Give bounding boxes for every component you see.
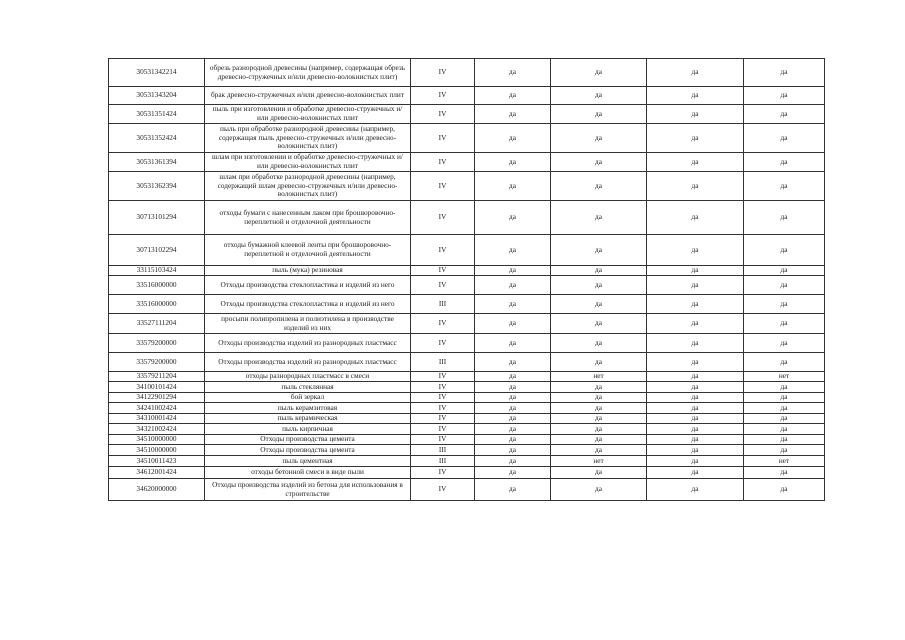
waste-code-cell: 34510000000 (109, 435, 205, 445)
waste-code-cell: 30531343204 (109, 87, 205, 105)
column-2-value-cell: да (551, 295, 647, 314)
column-1-value-cell: да (475, 334, 551, 353)
column-3-value-cell: да (647, 235, 744, 266)
waste-code-cell: 30531352424 (109, 124, 205, 153)
column-3-value-cell: да (647, 353, 744, 372)
column-3-value-cell: да (647, 172, 744, 201)
waste-code-cell: 33516000000 (109, 295, 205, 314)
hazard-class-cell: IV (411, 382, 475, 393)
column-3-value-cell: да (647, 414, 744, 424)
column-2-value-cell: да (551, 393, 647, 403)
table-row (109, 235, 825, 266)
hazard-class-cell: IV (411, 105, 475, 124)
column-2-value-cell: нет (551, 456, 647, 467)
table-row (109, 334, 825, 353)
column-4-value-cell: да (744, 382, 825, 393)
column-4-value-cell: да (744, 393, 825, 403)
table-row (109, 153, 825, 172)
waste-code-cell: 30531362394 (109, 172, 205, 201)
hazard-class-cell: IV (411, 266, 475, 276)
table-row (109, 424, 825, 435)
waste-name-cell: пыль стеклянная (205, 382, 411, 393)
table-row (109, 59, 825, 87)
column-4-value-cell: да (744, 414, 825, 424)
column-2-value-cell: да (551, 353, 647, 372)
column-3-value-cell: да (647, 295, 744, 314)
column-3-value-cell: да (647, 314, 744, 334)
waste-name-cell: отходы бумаги с нанесенным лаком при брошюровочно-переплетной и отделочной деятельности (205, 201, 411, 235)
column-3-value-cell: да (647, 424, 744, 435)
column-4-value-cell: да (744, 172, 825, 201)
waste-code-cell: 30531351424 (109, 105, 205, 124)
table-row (109, 456, 825, 467)
waste-name-cell: шлам при изготовлении и обработке древесно-стружечных и/или древесно-волокнистых плит (205, 153, 411, 172)
column-1-value-cell: да (475, 403, 551, 414)
waste-name-cell: Отходы производства изделий из бетона для использования в строительстве (205, 479, 411, 501)
waste-name-cell: Отходы производства цемента (205, 435, 411, 445)
column-1-value-cell: да (475, 295, 551, 314)
table-row (109, 372, 825, 382)
waste-name-cell: пыль керамзитовая (205, 403, 411, 414)
waste-code-cell: 34620000000 (109, 479, 205, 501)
column-4-value-cell: да (744, 59, 825, 87)
table-row (109, 467, 825, 479)
table-row (109, 295, 825, 314)
column-4-value-cell: нет (744, 456, 825, 467)
table-row (109, 87, 825, 105)
hazard-class-cell: IV (411, 59, 475, 87)
waste-name-cell: пыль цементная (205, 456, 411, 467)
waste-name-cell: отходы бумажной клеевой ленты при брошюровочно-переплетной и отделочной деятельности (205, 235, 411, 266)
column-2-value-cell: да (551, 172, 647, 201)
waste-code-cell: 33579200000 (109, 353, 205, 372)
column-1-value-cell: да (475, 353, 551, 372)
column-2-value-cell: нет (551, 372, 647, 382)
hazard-class-cell: III (411, 456, 475, 467)
table-row (109, 403, 825, 414)
column-3-value-cell: да (647, 334, 744, 353)
column-2-value-cell: да (551, 414, 647, 424)
column-4-value-cell: да (744, 445, 825, 456)
column-1-value-cell: да (475, 276, 551, 295)
column-3-value-cell: да (647, 372, 744, 382)
column-3-value-cell: да (647, 153, 744, 172)
column-4-value-cell: да (744, 314, 825, 334)
waste-name-cell: пыль (мука) резиновая (205, 266, 411, 276)
table-row (109, 353, 825, 372)
waste-code-cell: 33115103424 (109, 266, 205, 276)
column-2-value-cell: да (551, 201, 647, 235)
column-4-value-cell: да (744, 276, 825, 295)
hazard-class-cell: IV (411, 153, 475, 172)
column-2-value-cell: да (551, 266, 647, 276)
column-1-value-cell: да (475, 467, 551, 479)
hazard-class-cell: IV (411, 435, 475, 445)
waste-code-cell: 30531342214 (109, 59, 205, 87)
column-4-value-cell: да (744, 266, 825, 276)
column-2-value-cell: да (551, 314, 647, 334)
column-3-value-cell: да (647, 393, 744, 403)
table-row (109, 414, 825, 424)
column-3-value-cell: да (647, 59, 744, 87)
waste-code-cell: 34241002424 (109, 403, 205, 414)
waste-code-cell: 34122901294 (109, 393, 205, 403)
column-1-value-cell: да (475, 105, 551, 124)
column-4-value-cell: да (744, 153, 825, 172)
column-2-value-cell: да (551, 382, 647, 393)
table-row (109, 105, 825, 124)
table-row (109, 276, 825, 295)
waste-code-cell: 34510011423 (109, 456, 205, 467)
hazard-class-cell: IV (411, 201, 475, 235)
column-2-value-cell: да (551, 424, 647, 435)
column-4-value-cell: нет (744, 372, 825, 382)
column-1-value-cell: да (475, 266, 551, 276)
column-1-value-cell: да (475, 456, 551, 467)
waste-code-cell: 33527111204 (109, 314, 205, 334)
column-4-value-cell: да (744, 479, 825, 501)
column-2-value-cell: да (551, 87, 647, 105)
table-row (109, 266, 825, 276)
column-3-value-cell: да (647, 382, 744, 393)
waste-code-cell: 30713101294 (109, 201, 205, 235)
column-3-value-cell: да (647, 124, 744, 153)
column-1-value-cell: да (475, 382, 551, 393)
hazard-class-cell: IV (411, 479, 475, 501)
hazard-class-cell: IV (411, 124, 475, 153)
table-row (109, 124, 825, 153)
column-1-value-cell: да (475, 87, 551, 105)
column-3-value-cell: да (647, 456, 744, 467)
hazard-class-cell: IV (411, 467, 475, 479)
waste-name-cell: брак древесно-стружечных и/или древесно-волокнистых плит (205, 87, 411, 105)
waste-code-cell: 34100101424 (109, 382, 205, 393)
hazard-class-cell: IV (411, 414, 475, 424)
waste-name-cell: Отходы производства стеклопластика и изделий из него (205, 295, 411, 314)
column-1-value-cell: да (475, 153, 551, 172)
waste-code-cell: 30713102294 (109, 235, 205, 266)
waste-name-cell: обрезь разнородной древесины (например, содержащая обрезь древесно-стружечных и/или древесно-волокнистых плит) (205, 59, 411, 87)
column-1-value-cell: да (475, 479, 551, 501)
column-3-value-cell: да (647, 266, 744, 276)
column-2-value-cell: да (551, 124, 647, 153)
column-1-value-cell: да (475, 172, 551, 201)
table-row (109, 382, 825, 393)
hazard-class-cell: IV (411, 235, 475, 266)
waste-name-cell: бой зеркал (205, 393, 411, 403)
column-4-value-cell: да (744, 201, 825, 235)
column-4-value-cell: да (744, 353, 825, 372)
waste-name-cell: отходы бетонной смеси в виде пыли (205, 467, 411, 479)
waste-name-cell: Отходы производства изделий из разнородных пластмасс (205, 334, 411, 353)
column-3-value-cell: да (647, 445, 744, 456)
column-3-value-cell: да (647, 201, 744, 235)
column-1-value-cell: да (475, 414, 551, 424)
column-1-value-cell: да (475, 124, 551, 153)
column-1-value-cell: да (475, 314, 551, 334)
hazard-class-cell: IV (411, 87, 475, 105)
column-1-value-cell: да (475, 235, 551, 266)
waste-name-cell: пыль при изготовлении и обработке древесно-стружечных и/или древесно-волокнистых плит (205, 105, 411, 124)
waste-code-cell: 34510000000 (109, 445, 205, 456)
column-2-value-cell: да (551, 435, 647, 445)
hazard-class-cell: III (411, 445, 475, 456)
column-1-value-cell: да (475, 393, 551, 403)
table-row (109, 435, 825, 445)
column-4-value-cell: да (744, 87, 825, 105)
column-4-value-cell: да (744, 124, 825, 153)
waste-name-cell: пыль керамическая (205, 414, 411, 424)
column-1-value-cell: да (475, 445, 551, 456)
hazard-class-cell: IV (411, 276, 475, 295)
column-4-value-cell: да (744, 105, 825, 124)
column-3-value-cell: да (647, 276, 744, 295)
hazard-class-cell: IV (411, 314, 475, 334)
column-4-value-cell: да (744, 435, 825, 445)
column-2-value-cell: да (551, 105, 647, 124)
column-3-value-cell: да (647, 105, 744, 124)
table-row (109, 172, 825, 201)
hazard-class-cell: IV (411, 393, 475, 403)
column-2-value-cell: да (551, 153, 647, 172)
waste-code-cell: 34310001424 (109, 414, 205, 424)
waste-code-cell: 30531361394 (109, 153, 205, 172)
column-3-value-cell: да (647, 467, 744, 479)
table-row (109, 314, 825, 334)
column-4-value-cell: да (744, 403, 825, 414)
column-2-value-cell: да (551, 445, 647, 456)
column-3-value-cell: да (647, 403, 744, 414)
column-4-value-cell: да (744, 424, 825, 435)
hazard-class-cell: III (411, 295, 475, 314)
waste-code-cell: 33579200000 (109, 334, 205, 353)
column-1-value-cell: да (475, 435, 551, 445)
column-1-value-cell: да (475, 201, 551, 235)
column-2-value-cell: да (551, 467, 647, 479)
waste-name-cell: пыль при обработке разнородной древесины (например, содержащая пыль древесно-стружечных и/или древесно-волокнистых плит) (205, 124, 411, 153)
table-row (109, 201, 825, 235)
column-4-value-cell: да (744, 295, 825, 314)
waste-code-cell: 33579211204 (109, 372, 205, 382)
column-2-value-cell: да (551, 334, 647, 353)
hazard-class-cell: IV (411, 424, 475, 435)
column-4-value-cell: да (744, 235, 825, 266)
column-2-value-cell: да (551, 479, 647, 501)
waste-code-cell: 33516000000 (109, 276, 205, 295)
column-3-value-cell: да (647, 87, 744, 105)
column-3-value-cell: да (647, 479, 744, 501)
hazard-class-cell: IV (411, 334, 475, 353)
column-2-value-cell: да (551, 403, 647, 414)
waste-name-cell: отходы разнородных пластмасс в смеси (205, 372, 411, 382)
waste-name-cell: Отходы производства изделий из разнородных пластмасс (205, 353, 411, 372)
column-2-value-cell: да (551, 276, 647, 295)
hazard-class-cell: IV (411, 372, 475, 382)
column-2-value-cell: да (551, 59, 647, 87)
waste-name-cell: Отходы производства стеклопластика и изделий из него (205, 276, 411, 295)
column-2-value-cell: да (551, 235, 647, 266)
column-1-value-cell: да (475, 372, 551, 382)
waste-name-cell: шлам при обработке разнородной древесины (например, содержащий шлам древесно-стружечных и/или древесно-волокнистых плит) (205, 172, 411, 201)
waste-classification-table (108, 58, 825, 501)
waste-code-cell: 34612001424 (109, 467, 205, 479)
column-1-value-cell: да (475, 424, 551, 435)
hazard-class-cell: IV (411, 403, 475, 414)
table-row (109, 445, 825, 456)
column-4-value-cell: да (744, 334, 825, 353)
column-3-value-cell: да (647, 435, 744, 445)
column-4-value-cell: да (744, 467, 825, 479)
hazard-class-cell: IV (411, 172, 475, 201)
column-1-value-cell: да (475, 59, 551, 87)
table-row (109, 479, 825, 501)
waste-name-cell: Отходы производства цемента (205, 445, 411, 456)
waste-code-cell: 34321002424 (109, 424, 205, 435)
waste-name-cell: пыль кирпичная (205, 424, 411, 435)
table-row (109, 393, 825, 403)
hazard-class-cell: III (411, 353, 475, 372)
waste-name-cell: просыпи полипропилена и полиэтилена в производстве изделий из них (205, 314, 411, 334)
